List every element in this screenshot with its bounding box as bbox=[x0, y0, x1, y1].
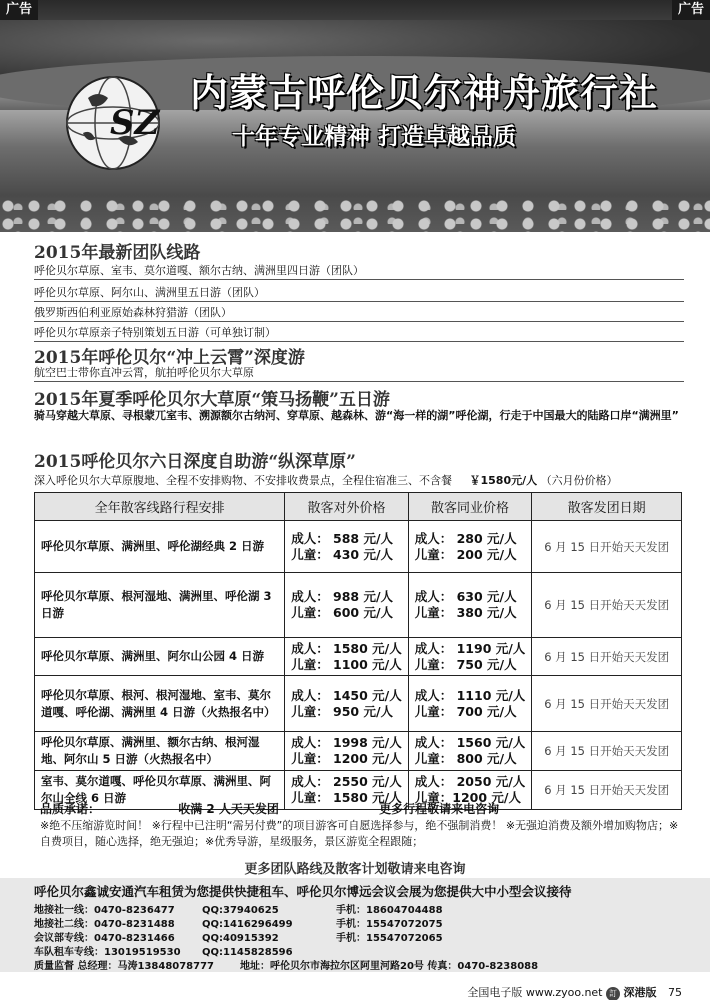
section1-title: 2015年最新团队线路 bbox=[34, 243, 201, 263]
footer-site: 全国电子版 www.zyoo.net bbox=[467, 986, 603, 999]
commitment-more: 更多行程敬请来电咨询 bbox=[379, 802, 500, 816]
footer-badge-icon: 訂 bbox=[606, 987, 620, 1000]
child-price: 儿童：1200 元/人 bbox=[414, 790, 521, 805]
table-row bbox=[35, 521, 682, 573]
table-row bbox=[35, 638, 682, 676]
contact-qq: QQ:1145828596 bbox=[202, 947, 293, 958]
header-route: 全年散客线路行程安排 bbox=[35, 493, 285, 521]
route-cell: 呼伦贝尔草原、满洲里、阿尔山公园 4 日游 bbox=[35, 638, 285, 676]
section4-text bbox=[34, 472, 618, 488]
contact-line: 车队租车专线：13019519530 bbox=[34, 947, 181, 958]
adult-price: 成人： 1110 元/人 bbox=[414, 687, 526, 703]
contact-headline: 呼伦贝尔鑫诚安通汽车租赁为您提供快捷租车、呼伦贝尔博远会议会展为您提供大中小型会议接待 bbox=[34, 884, 572, 899]
contact-mobile: 手机：15547072075 bbox=[336, 919, 443, 930]
date-cell: 6 月 15 日开始天天发团 bbox=[532, 573, 682, 638]
retail-price-cell bbox=[285, 638, 409, 676]
child-price: 儿童： 700 元/人 bbox=[414, 703, 517, 719]
contact-line: 会议部专线：0470-8231466 bbox=[34, 933, 175, 944]
header-departure-date: 散客发团日期 bbox=[532, 493, 682, 521]
child-price: 儿童： 430 元/人 bbox=[291, 546, 394, 562]
section1-item: 呼伦贝尔草原、室韦、莫尔道嘎、额尔古纳、满洲里四日游（团队） bbox=[34, 261, 684, 280]
child-price: 儿童： 600 元/人 bbox=[291, 605, 394, 620]
contact-line: 地接社一线：0470-8236477 bbox=[34, 905, 175, 916]
section4-price: ￥1580元/人 bbox=[469, 474, 538, 487]
section4-price-note: （六月份价格） bbox=[540, 474, 618, 487]
globe-logo-icon bbox=[58, 68, 168, 178]
section3-title: 2015年夏季呼伦贝尔大草原“策马扬鞭”五日游 bbox=[34, 390, 390, 410]
trade-price-cell bbox=[408, 573, 532, 638]
adult-price: 成人： 1450 元/人 bbox=[291, 687, 402, 703]
contact-line: 地接社二线：0470-8231488 bbox=[34, 919, 175, 930]
section1-item: 呼伦贝尔草原亲子特别策划五日游（可单独订制） bbox=[34, 323, 684, 342]
route-cell: 室韦、莫尔道嘎、呼伦贝尔草原、满洲里、阿尔山全线 6 日游 bbox=[35, 771, 285, 810]
tour-price-table bbox=[34, 492, 682, 810]
trade-price-cell bbox=[408, 638, 532, 676]
child-price: 儿童： 1100 元/人 bbox=[291, 656, 402, 672]
route-cell: 呼伦贝尔草原、满洲里、呼伦湖经典 2 日游 bbox=[35, 521, 285, 573]
section4-desc: 深入呼伦贝尔大草原腹地、全程不安排购物、不安排收费景点，全程住宿准三、不含餐 bbox=[34, 474, 452, 487]
contact-qq: QQ:1416296499 bbox=[202, 919, 293, 930]
contact-mobile: 手机：18604704488 bbox=[336, 905, 443, 916]
route-cell: 呼伦贝尔草原、根河湿地、满洲里、呼伦湖 3 日游 bbox=[35, 573, 285, 638]
section2-title: 2015年呼伦贝尔“冲上云霄”深度游 bbox=[34, 348, 305, 368]
more-inquiry: 更多团队路线及散客计划敬请来电咨询 bbox=[244, 862, 466, 877]
child-price: 儿童： 800 元/人 bbox=[414, 751, 517, 766]
route-cell: 呼伦贝尔草原、满洲里、额尔古纳、根河湿地、阿尔山 5 日游（火热报名中） bbox=[35, 732, 285, 771]
child-price: 儿童： 1200 元/人 bbox=[291, 751, 402, 766]
adult-price: 成人： 1998 元/人 bbox=[291, 735, 402, 750]
commitment-label: 品质承诺： bbox=[40, 802, 101, 816]
adult-price: 成人： 280 元/人 bbox=[414, 530, 517, 546]
retail-price-cell bbox=[285, 732, 409, 771]
date-cell: 6 月 15 日开始天天发团 bbox=[532, 732, 682, 771]
svg-text:SZ: SZ bbox=[110, 103, 160, 143]
adult-price: 成人： 1190 元/人 bbox=[414, 640, 526, 656]
section1-item: 俄罗斯西伯利亚原始森林狩猎游（团队） bbox=[34, 303, 684, 322]
footer-page-number: 75 bbox=[668, 986, 682, 999]
date-cell: 6 月 15 日开始天天发团 bbox=[532, 638, 682, 676]
child-price: 儿童： 950 元/人 bbox=[291, 703, 394, 719]
child-price: 儿童： 750 元/人 bbox=[414, 656, 517, 672]
retail-price-cell bbox=[285, 521, 409, 573]
adult-price: 成人： 988 元/人 bbox=[291, 589, 394, 604]
contact-qq: QQ:40915392 bbox=[202, 933, 279, 944]
page-footer bbox=[467, 984, 682, 1000]
adult-price: 成人： 2050 元/人 bbox=[414, 774, 526, 789]
contact-supervisor: 质量监督 总经理：马涛13848078777 bbox=[34, 961, 215, 972]
notes-text: ※绝不压缩游览时间！ ※行程中已注明“需另付费”的项目游客可自愿选择参与，绝不强制消费！ ※无强迫消费及额外增加购物店；※自费项目，随心选择，绝无强迫；※优秀导游，星级服务，景区游览全程跟随； bbox=[40, 819, 679, 848]
date-cell: 6 月 15 日开始天天发团 bbox=[532, 771, 682, 810]
trade-price-cell bbox=[408, 732, 532, 771]
ad-label-right: 广告 bbox=[672, 0, 710, 20]
date-cell: 6 月 15 日开始天天发团 bbox=[532, 521, 682, 573]
contact-panel bbox=[0, 878, 710, 972]
contact-address: 地址：呼伦贝尔市海拉尔区阿里河路20号 传真：0470-8238088 bbox=[240, 961, 539, 972]
adult-price: 成人： 2550 元/人 bbox=[291, 774, 402, 789]
child-price: 儿童： 200 元/人 bbox=[414, 546, 517, 562]
date-cell: 6 月 15 日开始天天发团 bbox=[532, 676, 682, 732]
footer-edition: 深港版 bbox=[623, 986, 657, 999]
retail-price-cell bbox=[285, 676, 409, 732]
section3-text: 骑马穿越大草原、寻根蒙兀室韦、溯源额尔古纳河、穿草原、越森林、游“海一样的湖”呼伦湖，行走于中国最大的陆路口岸“满洲里” bbox=[34, 409, 679, 422]
table-row bbox=[35, 732, 682, 771]
trade-price-cell bbox=[408, 676, 532, 732]
header-retail-price: 散客对外价格 bbox=[285, 493, 409, 521]
ad-label-left: 广告 bbox=[0, 0, 38, 20]
sheep-flock bbox=[0, 196, 710, 232]
commitment-daily: 收满 2 人天天发团 bbox=[178, 802, 279, 816]
route-cell: 呼伦贝尔草原、根河、根河湿地、室韦、莫尔道嘎、呼伦湖、满洲里 4 日游（火热报名中） bbox=[35, 676, 285, 732]
quality-commitment bbox=[40, 800, 499, 817]
banner-image bbox=[0, 0, 710, 232]
section1-item: 呼伦贝尔草原、阿尔山、满洲里五日游（团队） bbox=[34, 283, 684, 302]
adult-price: 成人： 588 元/人 bbox=[291, 530, 394, 546]
contact-mobile: 手机：15547072065 bbox=[336, 933, 443, 944]
agency-slogan: 十年专业精神 打造卓越品质 bbox=[232, 124, 517, 150]
child-price: 儿童： 1580 元/人 bbox=[291, 790, 402, 805]
contact-qq: QQ:37940625 bbox=[202, 905, 279, 916]
trade-price-cell bbox=[408, 521, 532, 573]
agency-title: 内蒙古呼伦贝尔神舟旅行社 bbox=[190, 70, 659, 115]
section2-text: 航空巴士带你直冲云霄，航拍呼伦贝尔大草原 bbox=[34, 363, 684, 382]
child-price: 儿童： 380 元/人 bbox=[414, 605, 517, 620]
adult-price: 成人： 1580 元/人 bbox=[291, 640, 402, 656]
header-trade-price: 散客同业价格 bbox=[408, 493, 532, 521]
retail-price-cell bbox=[285, 573, 409, 638]
table-row bbox=[35, 573, 682, 638]
adult-price: 成人： 630 元/人 bbox=[414, 589, 517, 604]
table-row bbox=[35, 676, 682, 732]
adult-price: 成人： 1560 元/人 bbox=[414, 735, 526, 750]
table-header-row bbox=[35, 493, 682, 521]
section4-title: 2015呼伦贝尔六日深度自助游“纵深草原” bbox=[34, 452, 356, 472]
